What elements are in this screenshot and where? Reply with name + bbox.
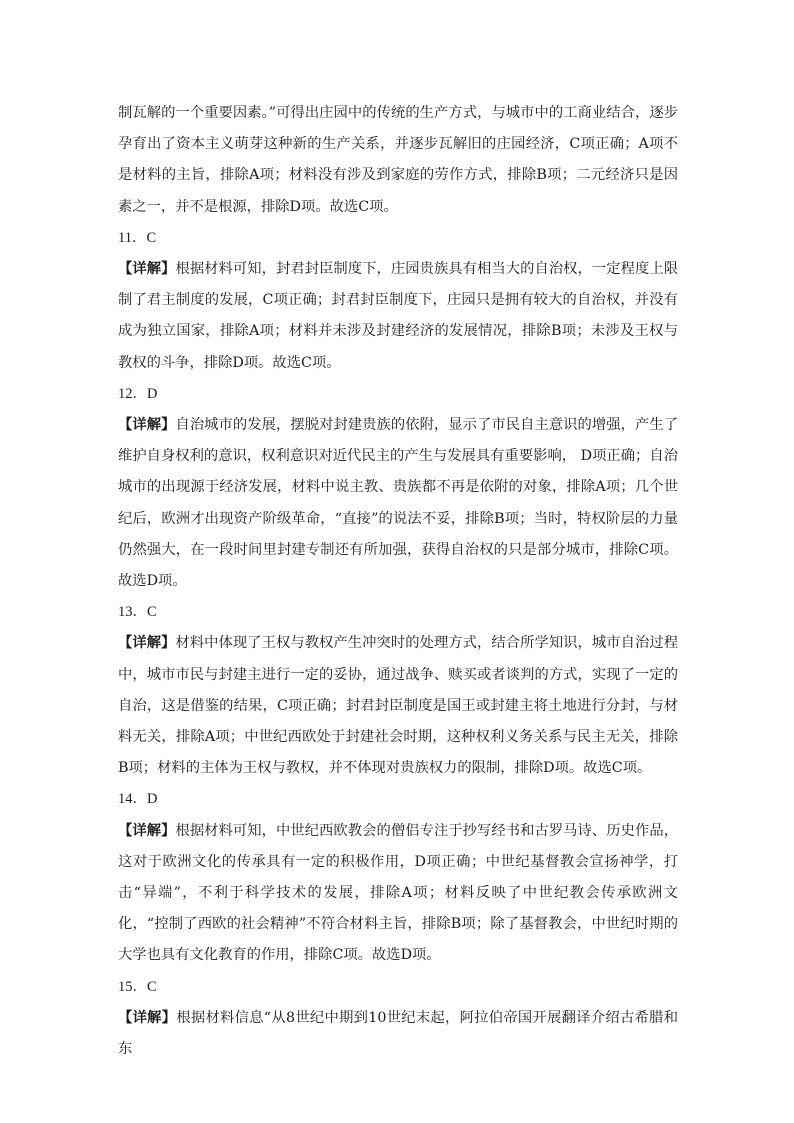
intro-paragraph: 制瓦解的一个重要因素。”可得出庄园中的传统的生产方式，与城市中的工商业结合，逐步孕育出了资本主义萌芽这种新的生产关系，并逐步瓦解旧的庄园经济，C项正确；A项不是材料的主旨，排除A项；材料没有涉及到家庭的劳作方式，排除B项；二元经济只是因素之一，并不是根源，排除D项。故选C项。 (118, 105, 678, 215)
explanation-tag: 【详解】 (118, 635, 176, 652)
explanation-text: 自治城市的发展，摆脱对封建贵族的依附，显示了市民自主意识的增强，产生了维护自身权利的意识，权利意识对近代民主的产生与发展具有重要影响， D项正确；自治城市的出现源于经济发展，材料中说主教、贵族都不再是依附的对象，排除A项；几个世纪后，欧洲才出现资产阶级革命，“直接”的说法不妥，排除B项；当时，特权阶层的力量仍然强大，在一段时间里封建专制还有所加强，获得自治权的只是部分城市，排除C项。故选D项。 (118, 417, 679, 590)
explanation-text: 根据材料可知，中世纪西欧教会的僧侣专注于抄写经书和古罗马诗、历史作品，这对于欧洲文化的传承具有一定的积极作用，D项正确；中世纪基督教会宣扬神学，打击“异端”，不利于科学技术的发展，排除A项；材料反映了中世纪教会传承欧洲文化，“控制了西欧的社会精神”不符合材料主旨，排除B项；除了基督教会，中世纪时期的大学也具有文化教育的作用，排除C项。故选D项。 (118, 822, 679, 964)
explanation-text: 材料中体现了王权与教权产生冲突时的处理方式，结合所学知识，城市自治过程中，城市市民与封建主进行一定的妥协，通过战争、赎买或者谈判的方式，实现了一定的自治，这是借鉴的结果，C项正确；封君封臣制度是国王或封建主将土地进行分封，与材料无关，排除A项；中世纪西欧处于封建社会时期，这种权利义务关系与民主无关，排除B项；材料的主体为王权与教权，并不体现对贵族权力的限制，排除D项。故选C项。 (118, 635, 679, 777)
explanation-paragraph (118, 410, 678, 597)
answer-number: 12．D (118, 385, 158, 402)
answer-number: 13．C (118, 604, 157, 621)
explanation-paragraph (118, 254, 678, 379)
explanation-paragraph (118, 816, 678, 972)
answer-item-11 (118, 223, 678, 379)
explanation-text: 根据材料可知，封君封臣制度下，庄园贵族具有相当大的自治权，一定程度上限制了君主制度的发展，C项正确；封君封臣制度下，庄园只是拥有较大的自治权，并没有成为独立国家，排除A项；材料并未涉及封建经济的发展情况，排除B项；未涉及王权与教权的斗争，排除D项。故选C项。 (118, 261, 679, 371)
explanation-text: 根据材料信息“从8世纪中期到10世纪末起，阿拉伯帝国开展翻译介绍古希腊和东 (118, 1009, 678, 1058)
explanation-tag: 【详解】 (118, 417, 176, 434)
explanation-paragraph (118, 1003, 678, 1065)
answer-item-13 (118, 597, 678, 784)
answer-item-14 (118, 784, 678, 971)
explanation-tag: 【详解】 (118, 261, 176, 278)
answer-number: 14．D (118, 791, 158, 808)
explanation-tag: 【详解】 (118, 1009, 177, 1026)
answer-number: 11．C (118, 229, 157, 246)
explanation-tag: 【详解】 (118, 822, 176, 839)
answer-number: 15．C (118, 978, 157, 995)
answer-explanations (118, 98, 678, 1065)
answer-item-15 (118, 972, 678, 1066)
answer-item-12 (118, 379, 678, 597)
explanation-paragraph (118, 628, 678, 784)
